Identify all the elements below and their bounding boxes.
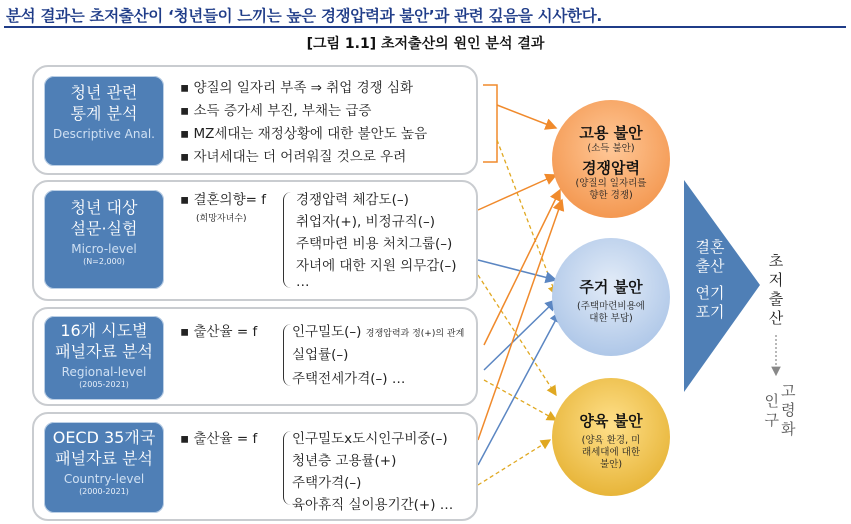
source-title: 16개 시도별 — [60, 321, 148, 340]
variable-item: 인구밀도(–) 경쟁압력과 정(+)의 관계 — [292, 324, 465, 340]
arrow-box3-employment — [484, 190, 560, 345]
bullet-item: ▪ 소득 증가세 부진, 부채는 급증 — [180, 103, 372, 119]
source-subtitle: Regional-level — [61, 365, 147, 379]
source-title: 청년 관련 — [70, 83, 138, 102]
source-title: 설문·실험 — [70, 219, 138, 238]
source-title: OECD 35개국 — [52, 428, 156, 447]
variable-item: 인구밀도x도시인구비중(–) — [292, 431, 448, 447]
source-subtitle: Descriptive Anal. — [52, 127, 155, 141]
figure-title: [그림 1.1] 초저출산의 원인 분석 결과 — [306, 36, 545, 52]
source-subtitle: Micro-level — [71, 242, 137, 256]
source-label-survey — [42, 188, 166, 291]
variable-item: 청년층 고용률(+) — [292, 453, 397, 469]
source-label-country — [42, 420, 166, 515]
cause-title: 양육 불안 — [579, 412, 643, 430]
outcome-main: 초 저 출 산 — [768, 252, 784, 327]
outcome-secondary: 인 구 고 령 화 — [764, 382, 796, 438]
source-title: 패널자료 분석 — [55, 342, 153, 361]
variable-item: 경쟁압력 체감도(–) — [296, 192, 409, 208]
cause-title: 주거 불안 — [579, 278, 643, 296]
variable-item: 취업자(+), 비정규직(–) — [296, 214, 435, 230]
source-note: (N=2,000) — [83, 257, 125, 266]
equation-lhs: ▪ 출산율 = f — [180, 324, 258, 340]
arrow-box2-employment — [478, 175, 556, 210]
cause-circle-employment — [552, 100, 670, 218]
brace — [283, 324, 292, 386]
variable-item: 주택마련 비용 처치그룹(–) — [296, 236, 453, 252]
cause-subtitle: (양육 환경, 미래세대에 대한 불안) — [581, 435, 641, 470]
source-title: 통계 분석 — [70, 104, 138, 123]
variable-annotation: 경쟁압력과 정(+)의 관계 — [365, 329, 465, 339]
arrow-box3-housing — [484, 300, 556, 370]
variable-item: … — [296, 274, 310, 290]
arrow-box4-childcare — [478, 440, 550, 485]
equation-lhs: ▪ 출산율 = f — [180, 431, 258, 447]
source-subtitle: Country-level — [63, 472, 145, 486]
source-label-regional — [42, 314, 166, 402]
big-arrow-label: 결혼 출산 연기 포기 — [695, 238, 725, 321]
brace — [283, 431, 292, 505]
headline: 분석 결과는 초저출산이 ‘청년들이 느끼는 높은 경쟁압력과 불안’과 관련 깊음을 시사한다. — [6, 7, 602, 25]
cause-subtitle: (주택마련비용에 대한 부담) — [577, 301, 645, 324]
arrow-box1-employment — [497, 105, 556, 128]
bullet-item: ▪ 양질의 일자리 부족 ⇒ 취업 경쟁 심화 — [180, 80, 414, 96]
source-title: 청년 대상 — [70, 198, 138, 217]
brace — [283, 192, 292, 288]
cause-subtitle-secondary: (양질의 일자리를 향한 경쟁) — [575, 178, 647, 201]
cause-title-secondary: 경쟁압력 — [582, 159, 640, 177]
source-note: (2000-2021) — [79, 487, 129, 496]
variable-item: 주택전세가격(–) … — [292, 371, 406, 387]
variable-item: 실업률(–) — [292, 347, 349, 363]
cause-title: 고용 불안 — [579, 124, 643, 142]
arrow-box4-employment — [478, 200, 562, 440]
variable-item: 자녀에 대한 지원 의무감(–) — [296, 258, 457, 274]
cause-circle-housing — [552, 238, 670, 356]
cause-circle-childcare — [552, 378, 670, 496]
bullet-item: ▪ MZ세대는 재정상황에 대한 불안도 높음 — [180, 126, 428, 142]
equation-note: (희망자녀수) — [196, 214, 247, 224]
variable-item: 육아휴직 실이용기간(+) … — [292, 497, 454, 513]
cause-subtitle: (소득 불안) — [587, 143, 635, 154]
source-note: (2005-2021) — [79, 380, 129, 389]
variable-item: 주택가격(–) — [292, 475, 362, 491]
source-title: 패널자료 분석 — [55, 449, 153, 468]
bullet-item: ▪ 자녀세대는 더 어려워질 것으로 우려 — [180, 149, 407, 165]
box1-bracket — [483, 85, 497, 162]
equation-lhs: ▪ 결혼의향= f — [180, 192, 266, 208]
source-label-statistics — [42, 74, 166, 168]
